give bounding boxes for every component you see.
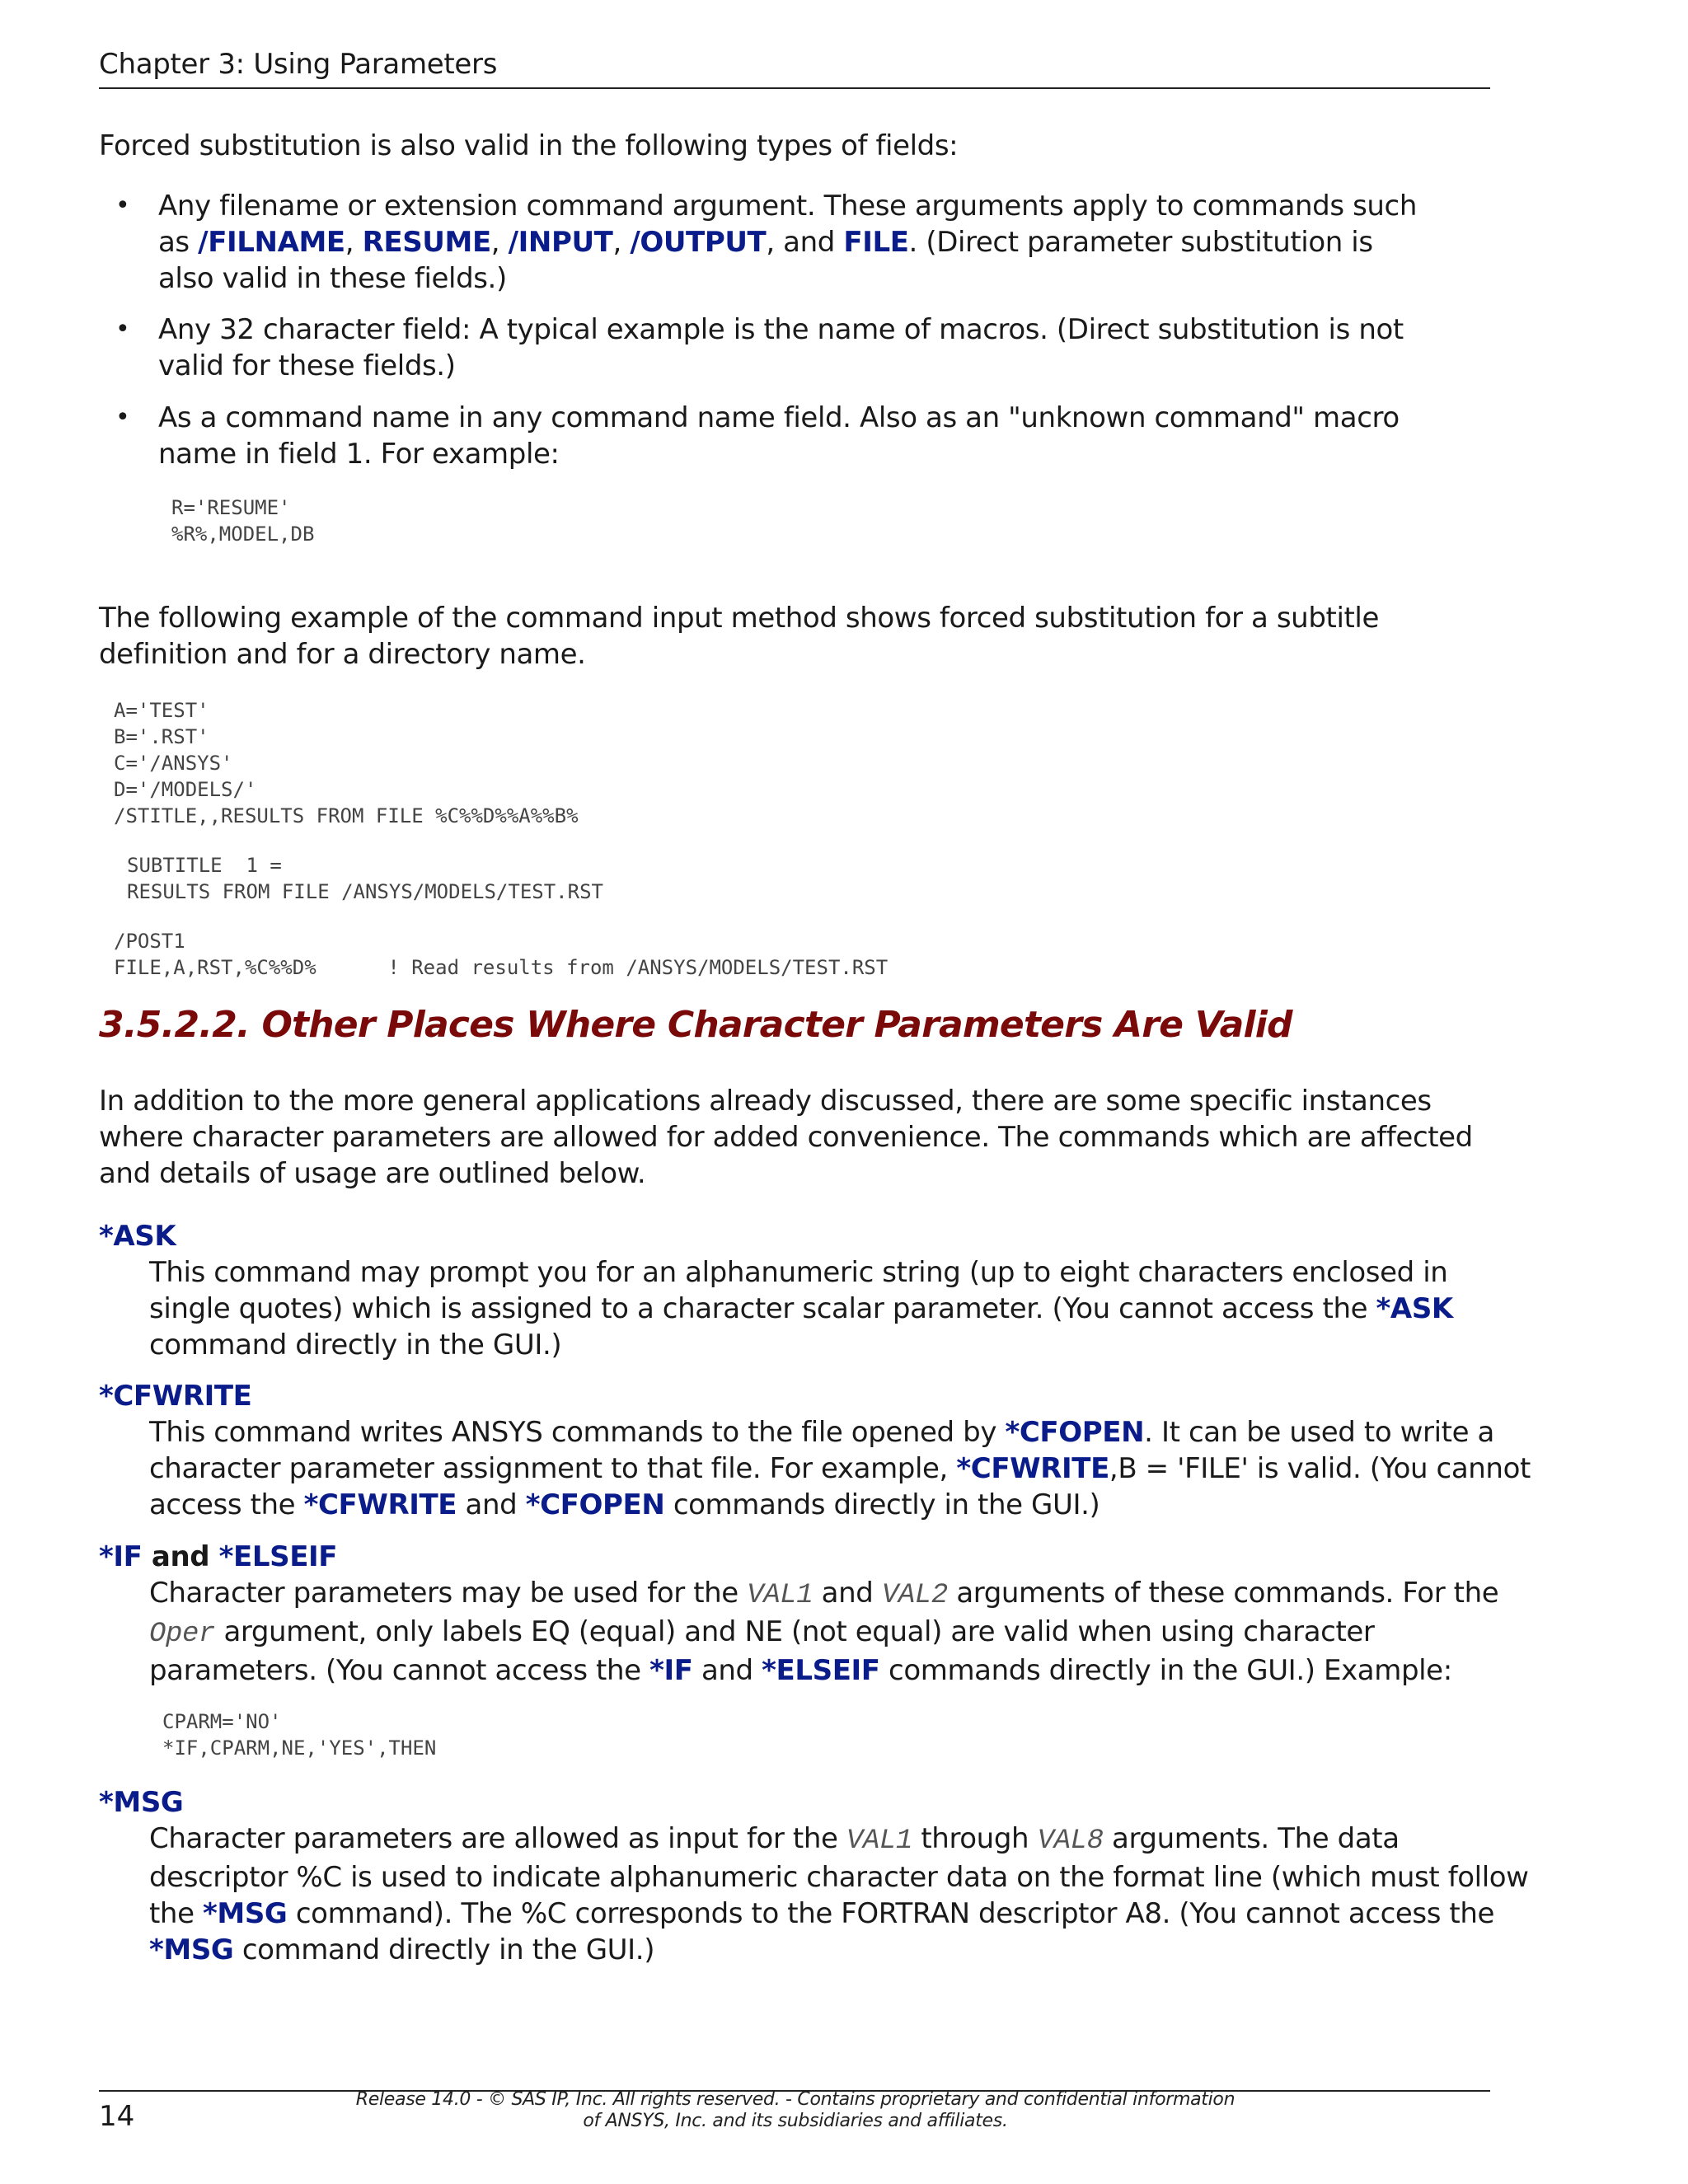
definition-text: Character parameters are allowed as input for the	[149, 1822, 838, 1855]
intro-paragraph: Forced substitution is also valid in the following types of fields:	[99, 129, 959, 162]
argument-oper: Oper	[149, 1619, 216, 1650]
cfwrite-command-link[interactable]: *CFWRITE	[303, 1488, 457, 1521]
term-if: *IF	[99, 1540, 143, 1573]
separator: ,	[490, 226, 500, 259]
bullet-item-32-char: Any 32 character field: A typical example is the name of macros. (Direct substitution is not valid for these fields.)	[158, 313, 1404, 382]
definition-cfwrite	[149, 1414, 1534, 1523]
definition-text: command directly in the GUI.)	[241, 1933, 655, 1966]
argument-val2: VAL2	[881, 1580, 948, 1611]
definition-text: and	[821, 1577, 874, 1610]
resume-command-link[interactable]: RESUME	[362, 226, 491, 259]
section-heading: 3.5.2.2. Other Places Where Character Parameters Are Valid	[99, 1004, 1292, 1046]
file-command-link[interactable]: FILE	[843, 226, 909, 259]
filname-command-link[interactable]: /FILNAME	[198, 226, 345, 259]
argument-val1: VAL1	[846, 1825, 912, 1857]
code-block-post1: /POST1 FILE,A,RST,%C%%D% ! Read results from /ANSYS/MODELS/TEST.RST	[114, 930, 889, 979]
definition-text: command directly in the GUI.)	[149, 1329, 562, 1361]
header-rule	[99, 87, 1490, 89]
term-ask: *ASK	[99, 1220, 176, 1253]
bullet-text: . (Direct parameter substitution is also valid in these fields.)	[158, 226, 1373, 295]
msg-command-link[interactable]: *MSG	[149, 1933, 234, 1966]
term-elseif: *ELSEIF	[218, 1540, 338, 1573]
term-msg: *MSG	[99, 1786, 184, 1819]
argument-val1: VAL1	[747, 1580, 814, 1611]
cfopen-command-link[interactable]: *CFOPEN	[1005, 1416, 1145, 1449]
elseif-command-link[interactable]: *ELSEIF	[762, 1654, 880, 1687]
term-connector: and	[151, 1540, 210, 1573]
definition-text: commands directly in the GUI.)	[673, 1488, 1100, 1521]
ask-command-link[interactable]: *ASK	[1376, 1292, 1453, 1325]
page-number: 14	[99, 2100, 135, 2133]
cfwrite-command-link[interactable]: *CFWRITE	[956, 1452, 1109, 1485]
msg-command-link[interactable]: *MSG	[203, 1897, 288, 1930]
footer-line: of ANSYS, Inc. and its subsidiaries and affiliates.	[583, 2111, 1008, 2131]
code-block-resume: R='RESUME' %R%,MODEL,DB	[171, 496, 315, 546]
footer-copyright	[346, 2089, 1245, 2132]
separator: ,	[612, 226, 621, 259]
term-cfwrite: *CFWRITE	[99, 1380, 252, 1413]
chapter-title: Chapter 3: Using Parameters	[99, 48, 498, 81]
cfopen-command-link[interactable]: *CFOPEN	[525, 1488, 665, 1521]
separator: , and	[766, 226, 835, 259]
definition-text: This command may prompt you for an alphanumeric string (up to eight characters enclosed in single quotes) which is assigned to a character scalar parameter. (You cannot access the	[149, 1256, 1448, 1325]
footer-line: Release 14.0 - © SAS IP, Inc. All rights reserved. - Contains proprietary and confidential information	[355, 2089, 1236, 2110]
definition-text: Character parameters may be used for the	[149, 1577, 738, 1610]
output-command-link[interactable]: /OUTPUT	[630, 226, 767, 259]
definition-text: This command writes ANSYS commands to the file opened by	[149, 1416, 997, 1449]
definition-text: arguments of these commands. For the	[956, 1577, 1499, 1610]
definition-text: arguments. The data descriptor %C is used to indicate alphanumeric character data on the format line (which must follow the	[149, 1822, 1529, 1930]
input-command-link[interactable]: /INPUT	[508, 226, 613, 259]
if-command-link[interactable]: *IF	[649, 1654, 693, 1687]
definition-text: command). The %C corresponds to the FORTRAN descriptor A8. (You cannot access the	[295, 1897, 1495, 1930]
bullet-marker: •	[115, 403, 130, 432]
separator: ,	[345, 226, 354, 259]
example-intro-paragraph: The following example of the command input method shows forced substitution for a subtitle definition and for a directory name.	[99, 602, 1379, 671]
definition-text: . It can be used to write a character parameter assignment to that file. For example,	[149, 1416, 1494, 1485]
section-intro-paragraph: In addition to the more general applications already discussed, there are some specific instances where character parameters are allowed for added convenience. The commands which are affected and details of usage are outlined below.	[99, 1085, 1473, 1190]
definition-text: commands directly in the GUI.) Example:	[889, 1654, 1452, 1687]
bullet-text: Any filename or extension command argument. These arguments apply to commands such as	[158, 190, 1417, 259]
argument-val8: VAL8	[1037, 1825, 1104, 1857]
bullet-marker: •	[115, 315, 130, 344]
definition-text: argument, only labels EQ (equal) and NE (not equal) are valid when using character parameters. (You cannot access the	[149, 1615, 1375, 1687]
definition-msg	[149, 1821, 1534, 1968]
bullet-item-command-name: As a command name in any command name field. Also as an "unknown command" macro name in field 1. For example:	[158, 401, 1400, 471]
definition-text: through	[921, 1822, 1029, 1855]
definition-if-elseif	[149, 1575, 1534, 1689]
definition-text: and	[465, 1488, 518, 1521]
code-block-output: SUBTITLE 1 = RESULTS FROM FILE /ANSYS/MODELS/TEST.RST	[127, 854, 603, 903]
bullet-item-filename	[158, 188, 1428, 297]
term-if-elseif	[99, 1539, 337, 1575]
bullet-marker: •	[115, 191, 130, 220]
definition-text: ,B = 'FILE' is valid. (You cannot access the	[149, 1452, 1531, 1521]
definition-text: and	[701, 1654, 753, 1687]
code-block-if: CPARM='NO' *IF,CPARM,NE,'YES',THEN	[162, 1710, 437, 1760]
definition-ask	[149, 1254, 1534, 1363]
code-block-setup: A='TEST' B='.RST' C='/ANSYS' D='/MODELS/' /STITLE,,RESULTS FROM FILE %C%%D%%A%%B%	[114, 699, 579, 827]
